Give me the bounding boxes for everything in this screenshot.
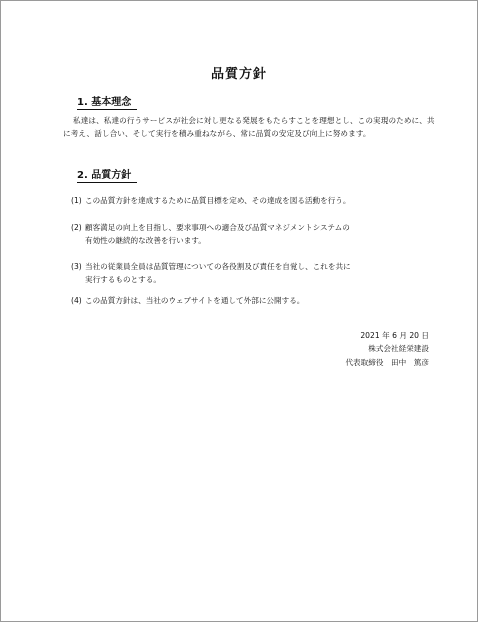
signature-company: 株式会社経栄建設 xyxy=(368,344,429,354)
policy-item-number: (4) xyxy=(71,296,82,305)
philosophy-text: 私達は、私達の行うサービスが社会に対し更なる発展をもたらすことを理想とし、この実現のために、共に考え、話し合い、そして実行を積み重ねながら、常に品質の安定及び向上に努めます。 xyxy=(63,116,435,139)
policy-item-number: (1) xyxy=(71,196,82,205)
policy-item-continuation: 実行するものとする。 xyxy=(85,275,161,285)
section-heading-policy: 2. 品質方針 xyxy=(77,169,137,183)
policy-item-text: この品質方針は、当社のウェブサイトを通して外部に公開する。 xyxy=(85,296,305,305)
policy-item xyxy=(71,260,443,287)
policy-item-number: (3) xyxy=(71,262,82,271)
policy-item-text: この品質方針を達成するために品質目標を定め、その達成を図る活動を行う。 xyxy=(85,196,351,205)
signature-block xyxy=(345,329,429,369)
section-heading-philosophy: 1. 基本理念 xyxy=(77,96,137,110)
policy-item-text: 顧客満足の向上を目指し、要求事項への適合及び品質マネジメントシステムの xyxy=(85,223,350,232)
page-title: 品質方針 xyxy=(210,67,267,82)
policy-item xyxy=(71,294,443,307)
policy-item-continuation: 有効性の継続的な改善を行います。 xyxy=(85,236,206,246)
policy-item xyxy=(71,194,443,207)
policy-item-number: (2) xyxy=(71,223,82,232)
policy-item-text: 当社の従業員全員は品質管理についての各役割及び責任を自覚し、これを共に xyxy=(85,262,351,271)
policy-item xyxy=(71,221,443,248)
signature-representative: 代表取締役 田中 篤彦 xyxy=(345,357,429,367)
signature-date: 2021 年 6 月 20 日 xyxy=(360,331,429,340)
